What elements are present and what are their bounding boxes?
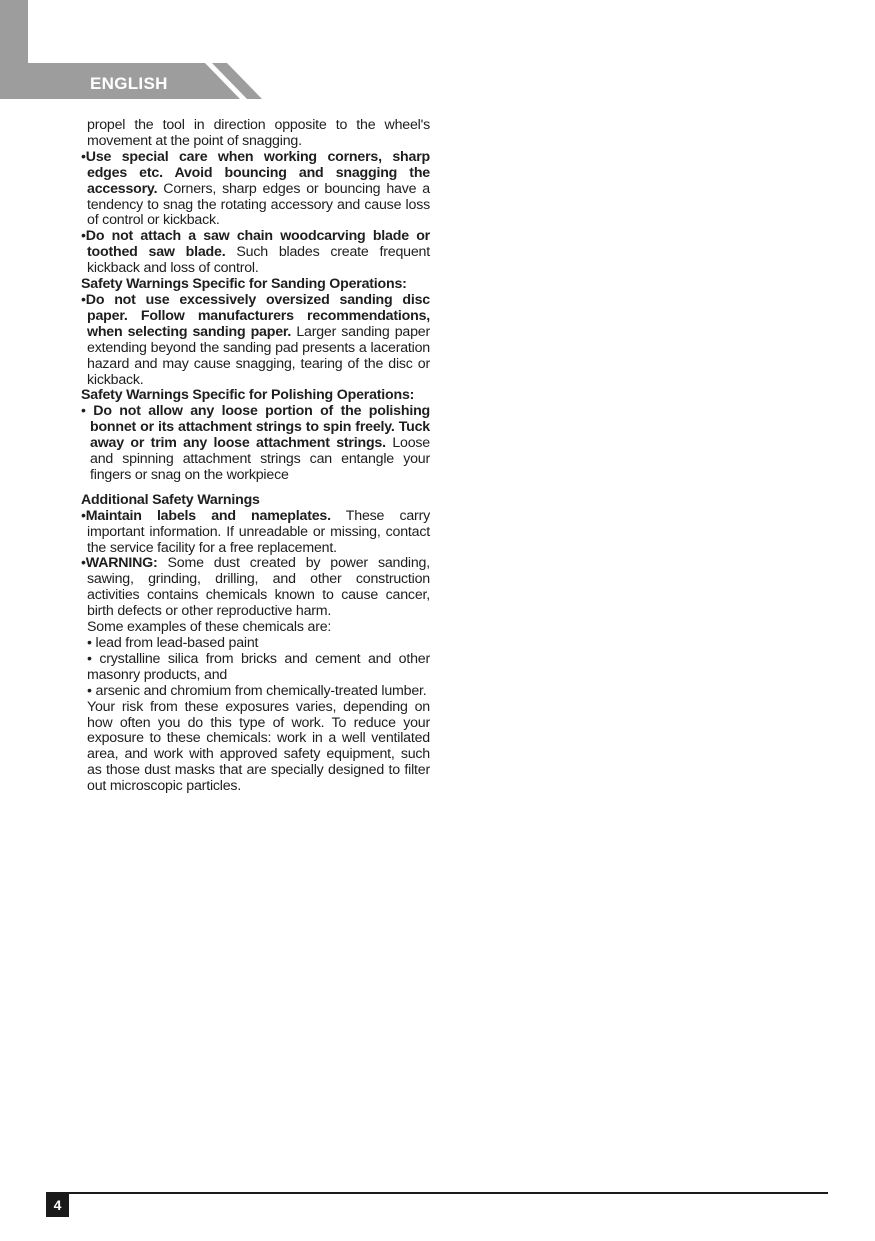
heading-sanding: Safety Warnings Specific for Sanding Operations: <box>81 276 407 293</box>
warning-item-polishing: • Do not allow any loose portion of the polishing bonnet or its attachment strings to spin freely. Tuck away or trim any loose attachment strings. Loose and spinning attachment strings can entangle your fingers or snag on the workpiece <box>81 403 431 483</box>
warning-corners-text: Corners, sharp edges or bouncing have a tendency to snag the rotating accessory and cause loss of control or kickback. <box>87 180 430 229</box>
continued-paragraph: propel the tool in direction opposite to the wheel's movement at the point of snagging. <box>87 117 430 149</box>
example-lead: • lead from lead-based paint <box>87 635 259 651</box>
page-number: 4 <box>46 1194 69 1217</box>
warning-labels-text: These carry important information. If unreadable or missing, contact the service facility for a free replacement. <box>87 507 430 556</box>
warning-sanding-bold: Do not use excessively oversized sanding disc paper. Follow manufacturers recommendations, when selecting sanding paper. <box>85 291 430 340</box>
warning-saw-blade-text: Such blades create frequent kickback and loss of control. <box>87 244 430 277</box>
heading-additional: Additional Safety Warnings <box>81 491 260 508</box>
warning-item-saw-blade: •Do not attach a saw chain woodcarving blade or toothed saw blade. Such blades create frequent kickback and loss of control. <box>81 228 430 277</box>
warning-polishing-text: Loose and spinning attachment strings can entangle your fingers or snag on the workpiece <box>90 435 431 483</box>
warning-item-sanding-paper: •Do not use excessively oversized sanding disc paper. Follow manufacturers recommendations, when selecting sanding paper. Larger sanding paper extending beyond the sanding pad presents a laceration hazard and may cause snagging, tearing of the disc or kickback. <box>81 291 430 388</box>
risk-paragraph: Your risk from these exposures varies, depending on how often you do this type of work. To reduce your exposure to these chemicals: work in a well ventilated area, and work with approved safety equipment, such as those dust masks that are specially designed to filter out microscopic particles. <box>87 698 430 795</box>
warning-item-labels: •Maintain labels and nameplates. These carry important information. If unreadable or missing, contact the service facility for a free replacement. <box>81 507 430 556</box>
warning-saw-blade-bold: Do not attach a saw chain woodcarving blade or toothed saw blade. <box>85 228 430 261</box>
example-silica: • crystalline silica from bricks and cement and other masonry products, and <box>87 650 430 683</box>
warning-item-corners: •Use special care when working corners, sharp edges etc. Avoid bouncing and snagging the accessory. Corners, sharp edges or bouncing have a tendency to snag the rotating accessory and cause loss of control or kickback. <box>81 148 430 229</box>
warning-labels-bold: Maintain labels and nameplates. <box>85 507 331 524</box>
warning-dust-text: Some dust created by power sanding, sawing, grinding, drilling, and other construction activities contains chemicals known to cause cancer, birth defects or other reproductive harm. <box>87 555 430 620</box>
footer-rule <box>46 1192 828 1194</box>
language-tab <box>0 0 265 100</box>
warning-sanding-text: Larger sanding paper extending beyond the sanding pad presents a laceration hazard and may cause snagging, tearing of the disc or kickback. <box>87 323 430 388</box>
warning-corners-bold: Use special care when working corners, sharp edges etc. Avoid bouncing and snagging the accessory. <box>85 148 430 197</box>
warning-item-dust: •WARNING: Some dust created by power sanding, sawing, grinding, drilling, and other construction activities contains chemicals known to cause cancer, birth defects or other reproductive harm. <box>81 555 430 620</box>
warning-dust-bold: WARNING: <box>85 555 158 572</box>
safety-warnings-text <box>81 118 430 795</box>
language-label: ENGLISH <box>90 74 168 93</box>
warning-polishing-bold: Do not allow any loose portion of the polishing bonnet or its attachment strings to spin freely. Tuck away or trim any loose attachment strings. <box>90 403 431 452</box>
example-arsenic: • arsenic and chromium from chemically-treated lumber. <box>87 682 427 699</box>
heading-polishing: Safety Warnings Specific for Polishing Operations: <box>81 387 415 404</box>
examples-intro: Some examples of these chemicals are: <box>87 619 332 636</box>
